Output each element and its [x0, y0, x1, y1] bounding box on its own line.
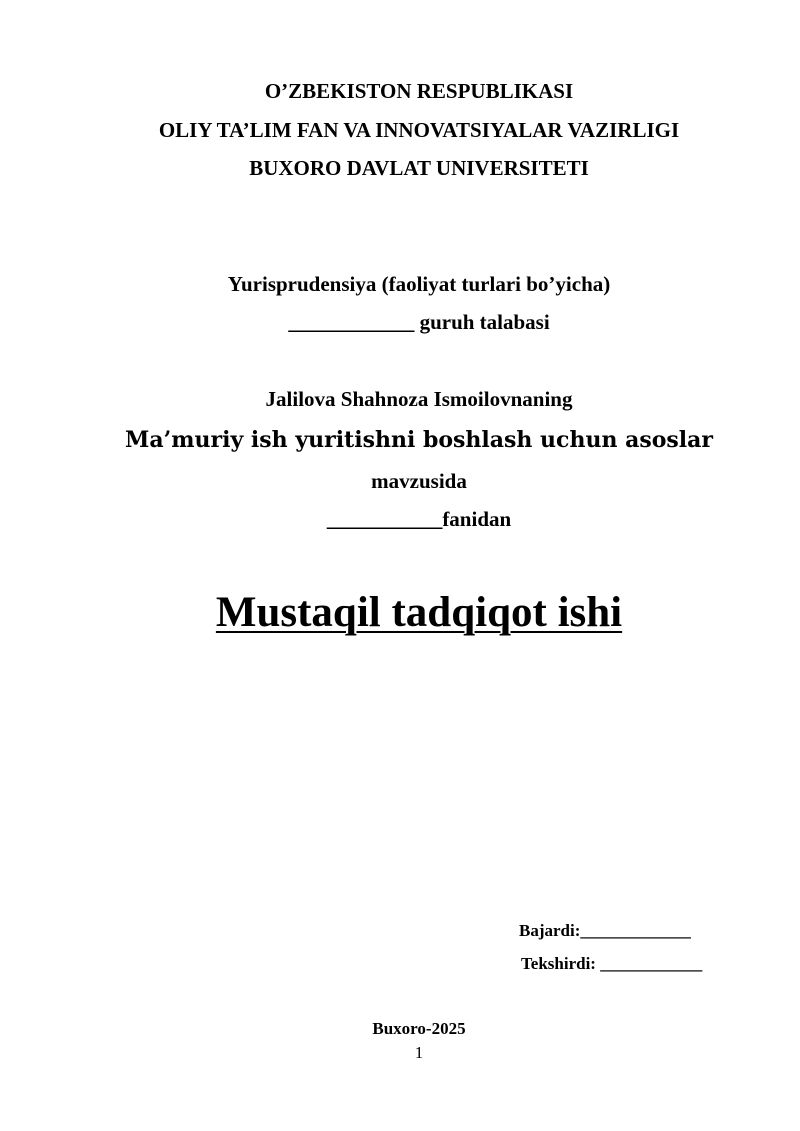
subject-line: ___________fanidan [326, 507, 512, 531]
specialty: Yurisprudensiya (faoliyat turlari bo’yicha) [227, 272, 611, 296]
topic-suffix: mavzusida [371, 469, 467, 493]
university-name: BUXORO DAVLAT UNIVERSITETI [249, 156, 589, 180]
page-number: 1 [414, 1043, 424, 1062]
ministry-line-1: O’ZBEKISTON RESPUBLIKASI [264, 79, 574, 103]
done-by-field: Bajardi:_____________ [519, 921, 691, 940]
city-year: Buxoro-2025 [372, 1019, 466, 1038]
checked-by-field: Tekshirdi: ____________ [521, 954, 703, 973]
document-title: Mustaqil tadqiqot ishi [215, 589, 623, 636]
topic: Ma’muriy ish yuritishni boshlash uchun asoslar [125, 427, 713, 453]
group-line: ____________ guruh talabasi [288, 310, 550, 334]
student-name: Jalilova Shahnoza Ismoilovnaning [265, 387, 573, 411]
ministry-line-2: OLIY TA’LIM FAN VA INNOVATSIYALAR VAZIRLIGI [158, 118, 680, 142]
